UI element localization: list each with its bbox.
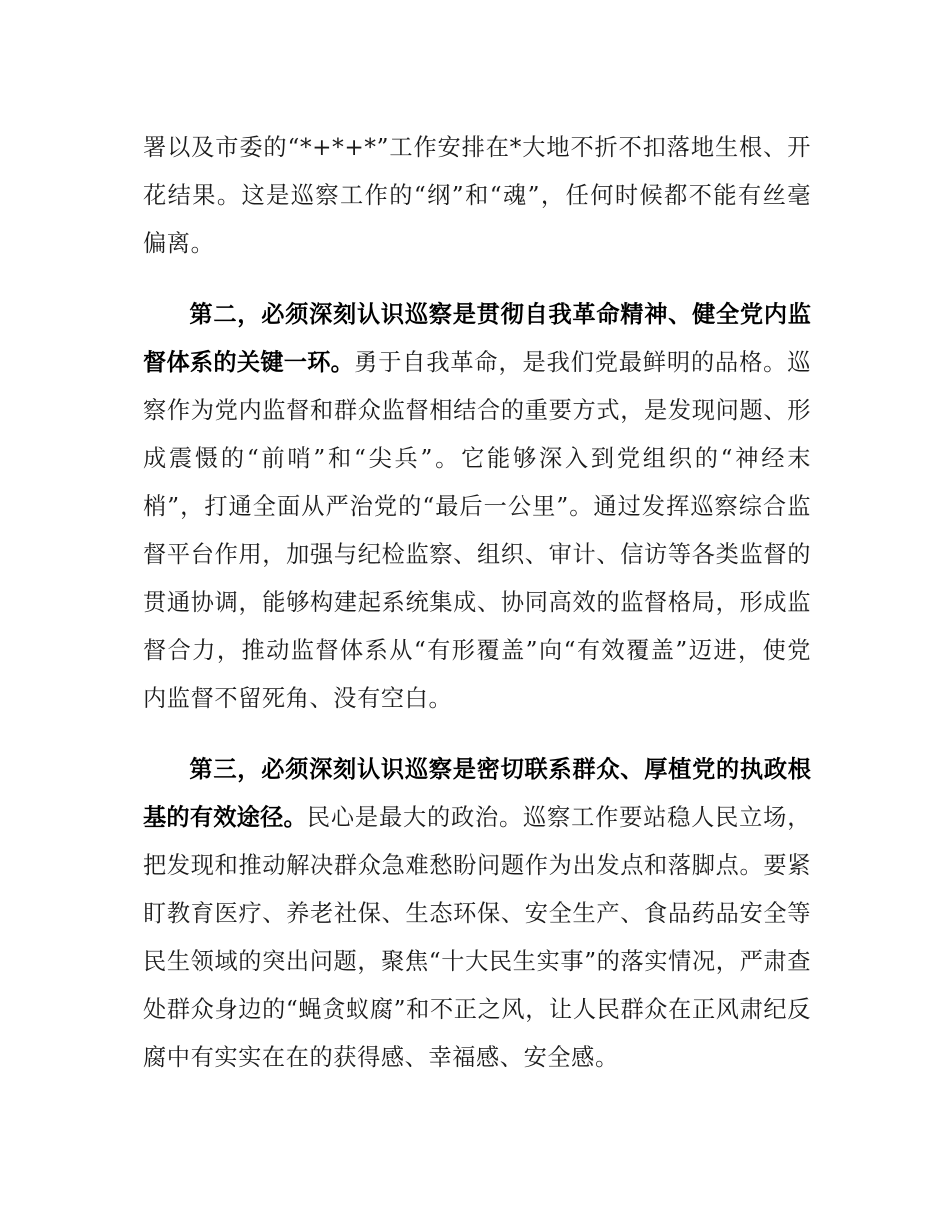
document-page xyxy=(143,124,811,1082)
paragraph-third-point xyxy=(143,746,811,1082)
paragraph-heading: 第三，必须深刻认识巡察是密切联系群众、厚植党的执政根基的有效途径。 xyxy=(143,756,811,831)
paragraph-continuation xyxy=(143,124,811,268)
paragraph-text: 勇于自我革命，是我们党最鲜明的品格。巡察作为党内监督和群众监督相结合的重要方式，是发现问题、形成震慑的“前哨”和“尖兵”。它能够深入到党组织的“神经末梢”，打通全面从严治党的“最后一公里”。通过发挥巡察综合监督平台作用，加强与纪检监察、组织、审计、信访等各类监督的贯通协调，能够构建起系统集成、协同高效的监督格局，形成监督合力，推动监督体系从“有形覆盖”向“有效覆盖”迈进，使党内监督不留死角、没有空白。 xyxy=(143,349,811,712)
paragraph-heading: 第二，必须深刻认识巡察是贯彻自我革命精神、健全党内监督体系的关键一环。 xyxy=(143,301,811,376)
paragraph-second-point xyxy=(143,291,811,723)
paragraph-text: 民心是最大的政治。巡察工作要站稳人民立场，把发现和推动解决群众急难愁盼问题作为出发点和落脚点。要紧盯教育医疗、养老社保、生态环保、安全生产、食品药品安全等民生领域的突出问题，聚焦“十大民生实事”的落实情况，严肃查处群众身边的“蝇贪蚁腐”和不正之风，让人民群众在正风肃纪反腐中有实实在在的获得感、幸福感、安全感。 xyxy=(143,804,811,1071)
paragraph-text: 署以及市委的“*+*+*”工作安排在*大地不折不扣落地生根、开花结果。这是巡察工作的“纲”和“魂”，任何时候都不能有丝毫偏离。 xyxy=(143,134,811,257)
